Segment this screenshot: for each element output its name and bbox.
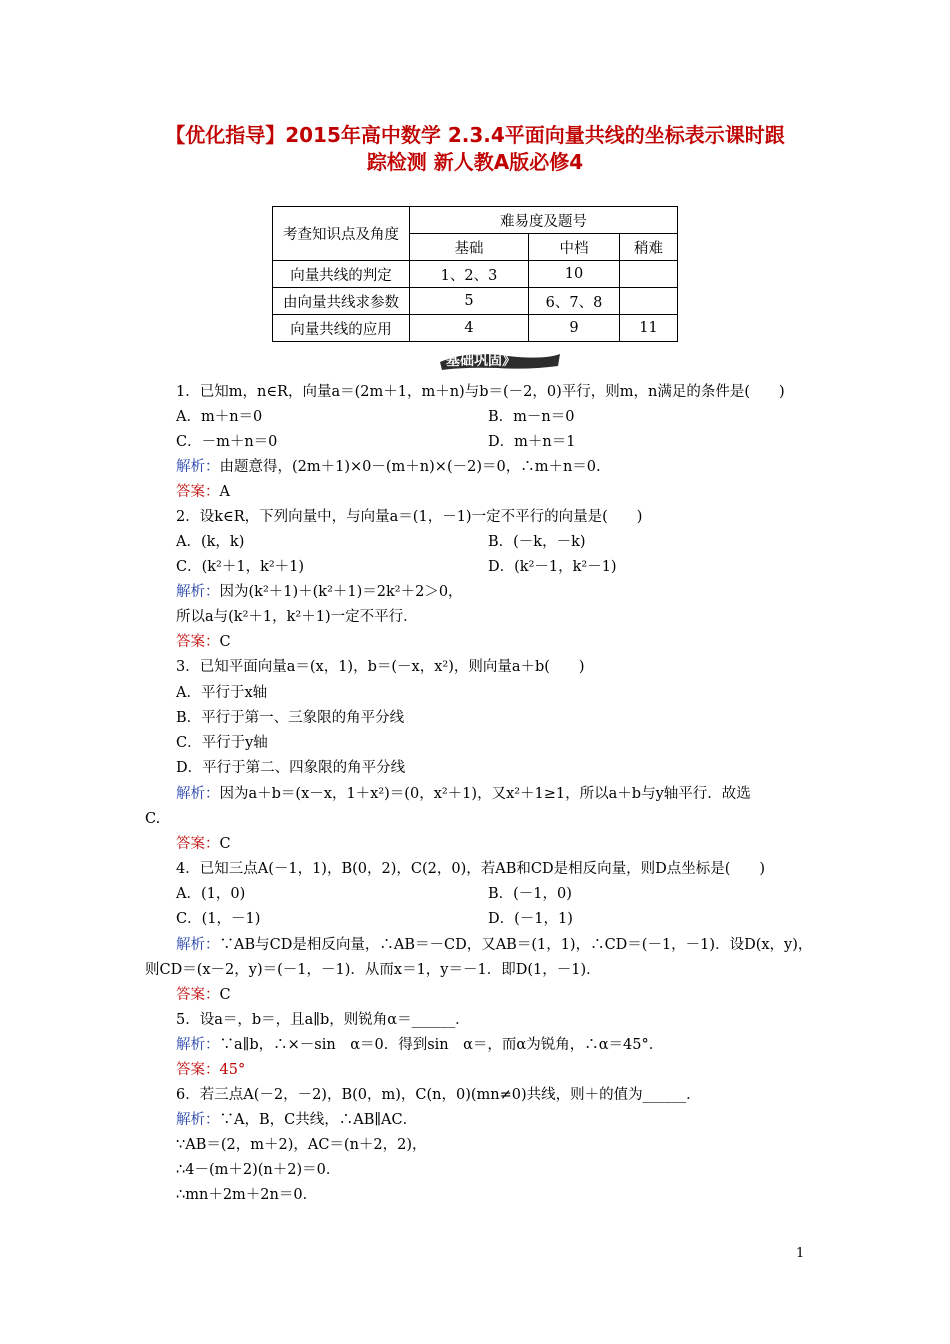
answer-label: 答案： xyxy=(176,836,220,852)
title-line-2: 踪检测 新人教A版必修4 xyxy=(366,150,584,174)
table-cell: 1、2、3 xyxy=(410,261,529,288)
table-cell: 4 xyxy=(410,315,529,342)
question-5-stem: 5．设a＝，b＝，且a∥b，则锐角α＝______． xyxy=(176,1012,470,1028)
table-row xyxy=(273,261,678,288)
q1-option-a: A．m＋n＝0 xyxy=(176,409,263,425)
q6-analysis-4: ∴mn＋2m＋2n＝0． xyxy=(176,1187,318,1203)
section-banner xyxy=(438,348,564,372)
analysis-text: 因为(k²＋1)＋(k²＋1)＝2k²＋2＞0， xyxy=(219,584,463,600)
question-2-stem: 2．设k∈R，下列向量中，与向量a＝(1，－1)一定不平行的向量是( ) xyxy=(176,509,643,525)
analysis-label: 解析： xyxy=(176,459,220,475)
answer-text: A xyxy=(219,484,230,500)
q3-answer xyxy=(176,834,231,854)
table-cell: 6、7、8 xyxy=(529,288,620,315)
q2-answer xyxy=(176,632,231,652)
q2-option-d: D．(k²－1，k²－1) xyxy=(488,559,617,575)
q3-analysis xyxy=(176,784,751,804)
analysis-text: 因为a＋b＝(x－x，1＋x²)＝(0，x²＋1)，又x²＋1≥1，所以a＋b与y轴平行．故选 xyxy=(219,786,751,802)
analysis-label: 解析： xyxy=(176,584,220,600)
table-row xyxy=(273,288,678,315)
q1-option-d: D．m＋n＝1 xyxy=(488,434,576,450)
analysis-label: 解析： xyxy=(176,1037,220,1053)
table-header-group: 难易度及题号 xyxy=(410,207,678,234)
question-6-stem: 6．若三点A(－2，－2)，B(0，m)，C(n，0)(mn≠0)共线，则＋的值为______． xyxy=(176,1087,701,1103)
answer-text: C xyxy=(219,987,231,1003)
analysis-text: 由题意得，(2m＋1)×0－(m＋n)×(－2)＝0，∴m＋n＝0. xyxy=(219,459,601,475)
q2-analysis-2: 所以a与(k²＋1，k²＋1)一定不平行． xyxy=(176,609,418,625)
q6-analysis-2: ∵AB＝(2，m＋2)，AC＝(n＋2，2)， xyxy=(176,1137,427,1153)
analysis-text: ∵A，B，C共线，∴AB∥AC． xyxy=(219,1112,418,1128)
table-cell: 由向量共线求参数 xyxy=(273,288,410,315)
analysis-text: ∵a∥b，∴×－sin α＝0．得到sin α＝，而α为锐角，∴α＝45°． xyxy=(219,1037,664,1053)
page-number: 1 xyxy=(796,1246,805,1261)
analysis-label: 解析： xyxy=(176,1112,220,1128)
q2-analysis xyxy=(176,582,463,602)
q3-option-a: A．平行于x轴 xyxy=(176,685,268,701)
q1-analysis xyxy=(176,457,601,477)
analysis-label: 解析： xyxy=(176,937,220,953)
q4-option-b: B．(－1，0) xyxy=(488,886,572,902)
table-cell: 10 xyxy=(529,261,620,288)
analysis-label: 解析： xyxy=(176,786,220,802)
q4-option-d: D．(－1，1) xyxy=(488,911,573,927)
question-4-stem: 4．已知三点A(－1，1)，B(0，2)，C(2，0)，若AB和CD是相反向量，则D点坐标是( ) xyxy=(176,861,766,877)
q3-option-c: C．平行于y轴 xyxy=(176,735,268,751)
table-cell xyxy=(620,288,678,315)
table-header-topic: 考查知识点及角度 xyxy=(273,207,410,261)
table-header-mid: 中档 xyxy=(529,234,620,261)
answer-text: 45° xyxy=(219,1062,246,1078)
knowledge-table xyxy=(272,206,678,342)
q4-option-a: A．(1，0) xyxy=(176,886,246,902)
answer-text: C xyxy=(219,634,231,650)
answer-label: 答案： xyxy=(176,634,220,650)
q4-analysis-2: 则CD＝(x－2，y)＝(－1，－1)．从而x＝1，y＝－1．即D(1，－1)． xyxy=(145,962,601,978)
analysis-text: ∵AB与CD是相反向量，∴AB＝－CD，又AB＝(1，1)，∴CD＝(－1，－1)．设D(x，y)， xyxy=(219,937,813,953)
title-line-1: 【优化指导】2015年高中数学 2.3.4平面向量共线的坐标表示课时跟 xyxy=(165,123,785,147)
q5-analysis xyxy=(176,1035,663,1055)
answer-label: 答案： xyxy=(176,987,220,1003)
answer-label: 答案： xyxy=(176,484,220,500)
q6-analysis-3: ∴4－(m＋2)(n＋2)＝0． xyxy=(176,1162,341,1178)
table-cell xyxy=(620,261,678,288)
q4-analysis xyxy=(176,935,812,955)
table-cell: 向量共线的应用 xyxy=(273,315,410,342)
table-cell: 向量共线的判定 xyxy=(273,261,410,288)
q4-answer xyxy=(176,985,231,1005)
question-1-stem: 1．已知m，n∈R，向量a＝(2m＋1，m＋n)与b＝(－2，0)平行，则m，n满足的条件是( ) xyxy=(176,384,785,400)
q1-answer xyxy=(176,482,230,502)
q5-answer xyxy=(176,1060,245,1080)
answer-label: 答案： xyxy=(176,1062,220,1078)
answer-text: C xyxy=(219,836,231,852)
q1-option-c: C．－m＋n＝0 xyxy=(176,434,278,450)
q6-analysis xyxy=(176,1110,417,1130)
q2-option-b: B．(－k，－k) xyxy=(488,534,586,550)
q3-option-b: B．平行于第一、三象限的角平分线 xyxy=(176,710,405,726)
table-header-basic: 基础 xyxy=(410,234,529,261)
table-cell: 11 xyxy=(620,315,678,342)
table-cell: 5 xyxy=(410,288,529,315)
table-cell: 9 xyxy=(529,315,620,342)
q1-option-b: B．m－n＝0 xyxy=(488,409,575,425)
q3-analysis-2: C. xyxy=(145,811,161,827)
table-row xyxy=(273,315,678,342)
banner-label: 基础巩固》 xyxy=(446,353,516,369)
q2-option-c: C．(k²＋1，k²＋1) xyxy=(176,559,305,575)
q4-option-c: C．(1，－1) xyxy=(176,911,261,927)
q2-option-a: A．(k，k) xyxy=(176,534,245,550)
document-title xyxy=(130,122,820,176)
q3-option-d: D．平行于第二、四象限的角平分线 xyxy=(176,760,406,776)
question-3-stem: 3．已知平面向量a＝(x，1)，b＝(－x，x²)，则向量a＋b( ) xyxy=(176,659,585,675)
table-header-hard: 稍难 xyxy=(620,234,678,261)
